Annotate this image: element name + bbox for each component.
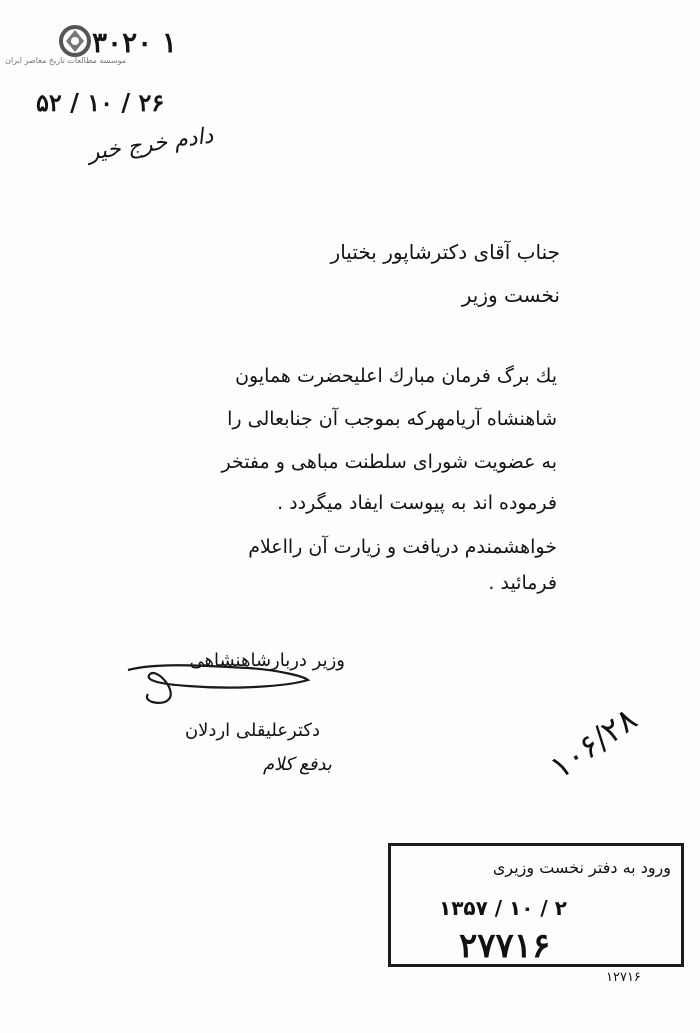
handwritten-note: دادم خرج خیر: [86, 123, 215, 166]
signatory-name: دکترعلیقلی اردلان: [184, 720, 320, 741]
document-date: ۵۲ / ۱۰ / ۲۶: [36, 88, 165, 117]
reference-number: ۱ ۳۰۲۰: [92, 26, 177, 59]
body-line: خواهشمندم دریافت و زیارت آن رااعلام: [248, 536, 557, 558]
stamp-number: ۲۷۷۱۶: [459, 926, 551, 966]
addressee-title: نخست وزیر: [461, 283, 560, 307]
handwritten-signature: بدفع کلام: [263, 754, 332, 775]
body-line: یك برگ فرمان مبارك اعلیحضرت همایون: [235, 365, 557, 387]
footer-number: ۱۲۷۱۶: [606, 970, 641, 985]
body-line: شاهنشاه آریامهرکه بموجب آن جنابعالی را: [227, 408, 557, 430]
addressee-name: جناب آقای دکترشاپور بختیار: [330, 240, 560, 264]
registration-stamp: [388, 843, 684, 967]
logo-text: موسسه مطالعات تاریخ معاصر ایران: [5, 56, 126, 65]
signatory-title: وزیر دربارشاهنشاهی: [189, 650, 345, 671]
body-line: فرموده اند به پیوست ایفاد میگردد .: [277, 492, 557, 514]
body-line: به عضویت شورای سلطنت مباهی و مفتخر: [221, 451, 557, 473]
stamp-date: ۱۳۵۷ / ۱۰ / ۲: [439, 896, 567, 920]
stamp-label: ورود به دفتر نخست وزیری: [492, 858, 671, 877]
body-line: فرمائید .: [488, 572, 557, 594]
margin-annotation: ۱۰۶/۲۸: [542, 699, 644, 787]
